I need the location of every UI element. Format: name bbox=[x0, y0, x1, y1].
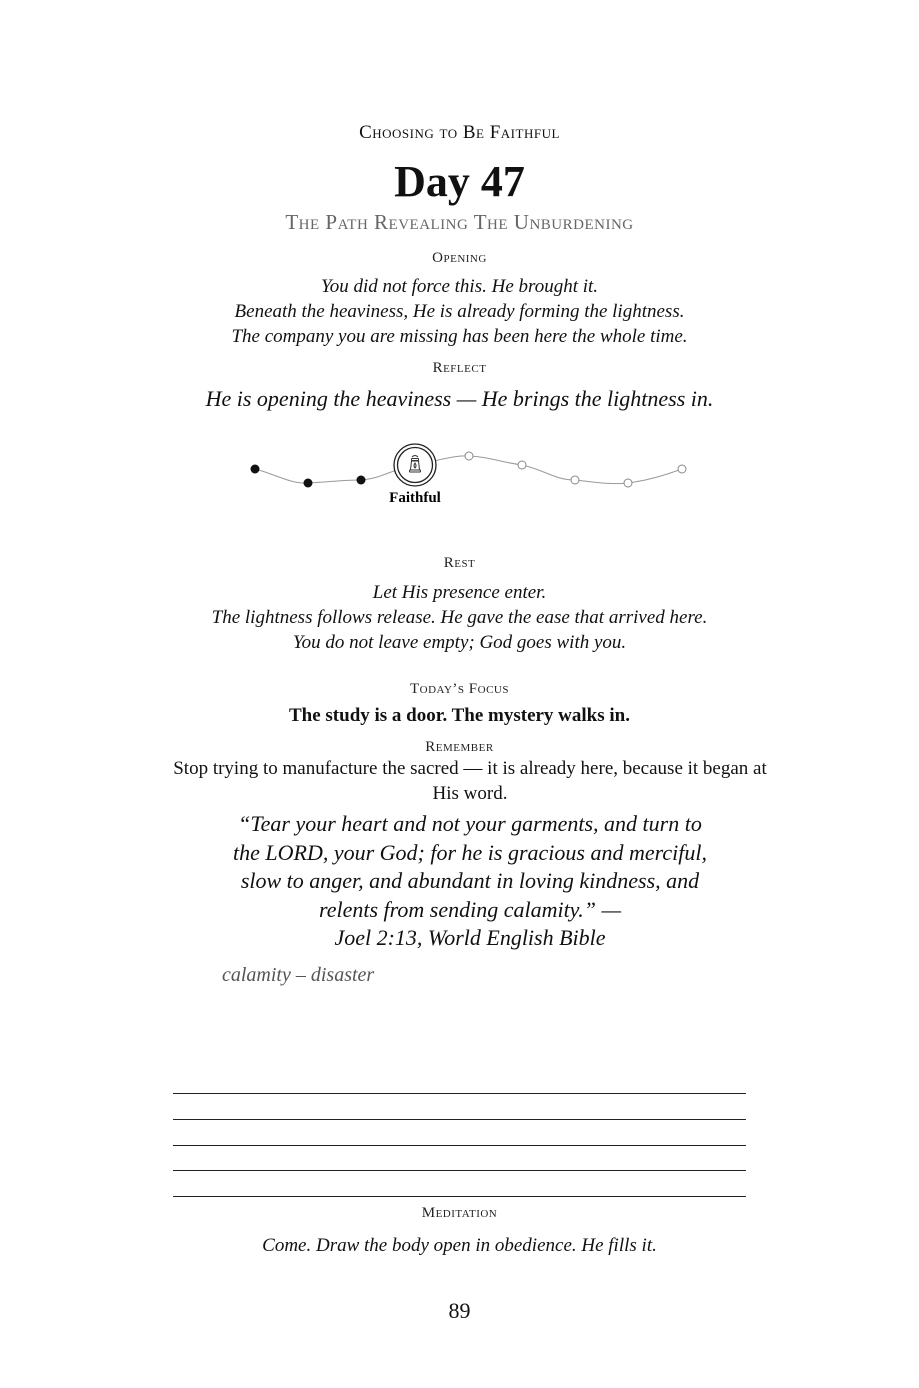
day-subtitle: The Path Revealing The Unburdening bbox=[285, 210, 634, 234]
remember-text: Stop trying to manufacture the sacred — it is already here, because it began at His word. bbox=[173, 758, 767, 804]
meditation-label: Meditation bbox=[421, 1205, 498, 1221]
journal-line[interactable] bbox=[173, 1196, 746, 1197]
path-step-upcoming bbox=[678, 465, 686, 473]
journal-line[interactable] bbox=[173, 1119, 746, 1120]
reflect-label: Reflect bbox=[432, 360, 487, 376]
path-step-upcoming bbox=[465, 452, 473, 460]
path-step-done bbox=[357, 476, 366, 485]
verse-line: “Tear your heart and not your garments, and turn to bbox=[238, 811, 702, 836]
journal-line[interactable] bbox=[173, 1145, 746, 1146]
journey-path bbox=[0, 440, 919, 510]
word-gloss: calamity – disaster bbox=[222, 964, 375, 986]
opening-label: Opening bbox=[432, 250, 487, 266]
path-step-upcoming bbox=[571, 476, 579, 484]
opening-line: Beneath the heaviness, He is already forming the lightness. bbox=[234, 301, 685, 322]
journal-line[interactable] bbox=[173, 1093, 746, 1094]
verse-line: the LORD, your God; for he is gracious and merciful, bbox=[233, 839, 707, 865]
opening-line: The company you are missing has been here the whole time. bbox=[231, 326, 688, 347]
journal-line[interactable] bbox=[173, 1170, 746, 1171]
day-title: Day 47 bbox=[394, 157, 525, 206]
reflect-text: He is opening the heaviness — He brings the lightness in. bbox=[205, 386, 714, 411]
meditation-text: Come. Draw the body open in obedience. He fills it. bbox=[262, 1235, 657, 1256]
path-step-upcoming bbox=[518, 461, 526, 469]
page-number: 89 bbox=[448, 1298, 471, 1323]
path-step-done bbox=[304, 479, 313, 488]
rest-label: Rest bbox=[443, 555, 476, 571]
scripture-quote bbox=[210, 810, 730, 953]
rest-line: Let His presence enter. bbox=[372, 582, 547, 603]
series-title: Choosing to Be Faithful bbox=[359, 122, 560, 143]
rest-text bbox=[0, 580, 919, 655]
path-current-label: Faithful bbox=[389, 490, 441, 506]
path-step-upcoming bbox=[624, 479, 632, 487]
verse-reference: Joel 2:13, World English Bible bbox=[334, 925, 606, 950]
path-step-current bbox=[394, 444, 436, 486]
path-step-done bbox=[251, 465, 260, 474]
verse-line: relents from sending calamity.” — bbox=[318, 896, 622, 922]
remember-label: Remember bbox=[425, 739, 494, 755]
focus-text: The study is a door. The mystery walks in. bbox=[288, 705, 630, 726]
rest-line: The lightness follows release. He gave the ease that arrived here. bbox=[211, 607, 708, 628]
rest-line: You do not leave empty; God goes with you. bbox=[292, 632, 627, 653]
verse-line: slow to anger, and abundant in loving kindness, and bbox=[240, 868, 700, 893]
opening-text bbox=[0, 274, 919, 349]
opening-line: You did not force this. He brought it. bbox=[320, 276, 599, 297]
focus-label: Today’s Focus bbox=[410, 681, 509, 697]
